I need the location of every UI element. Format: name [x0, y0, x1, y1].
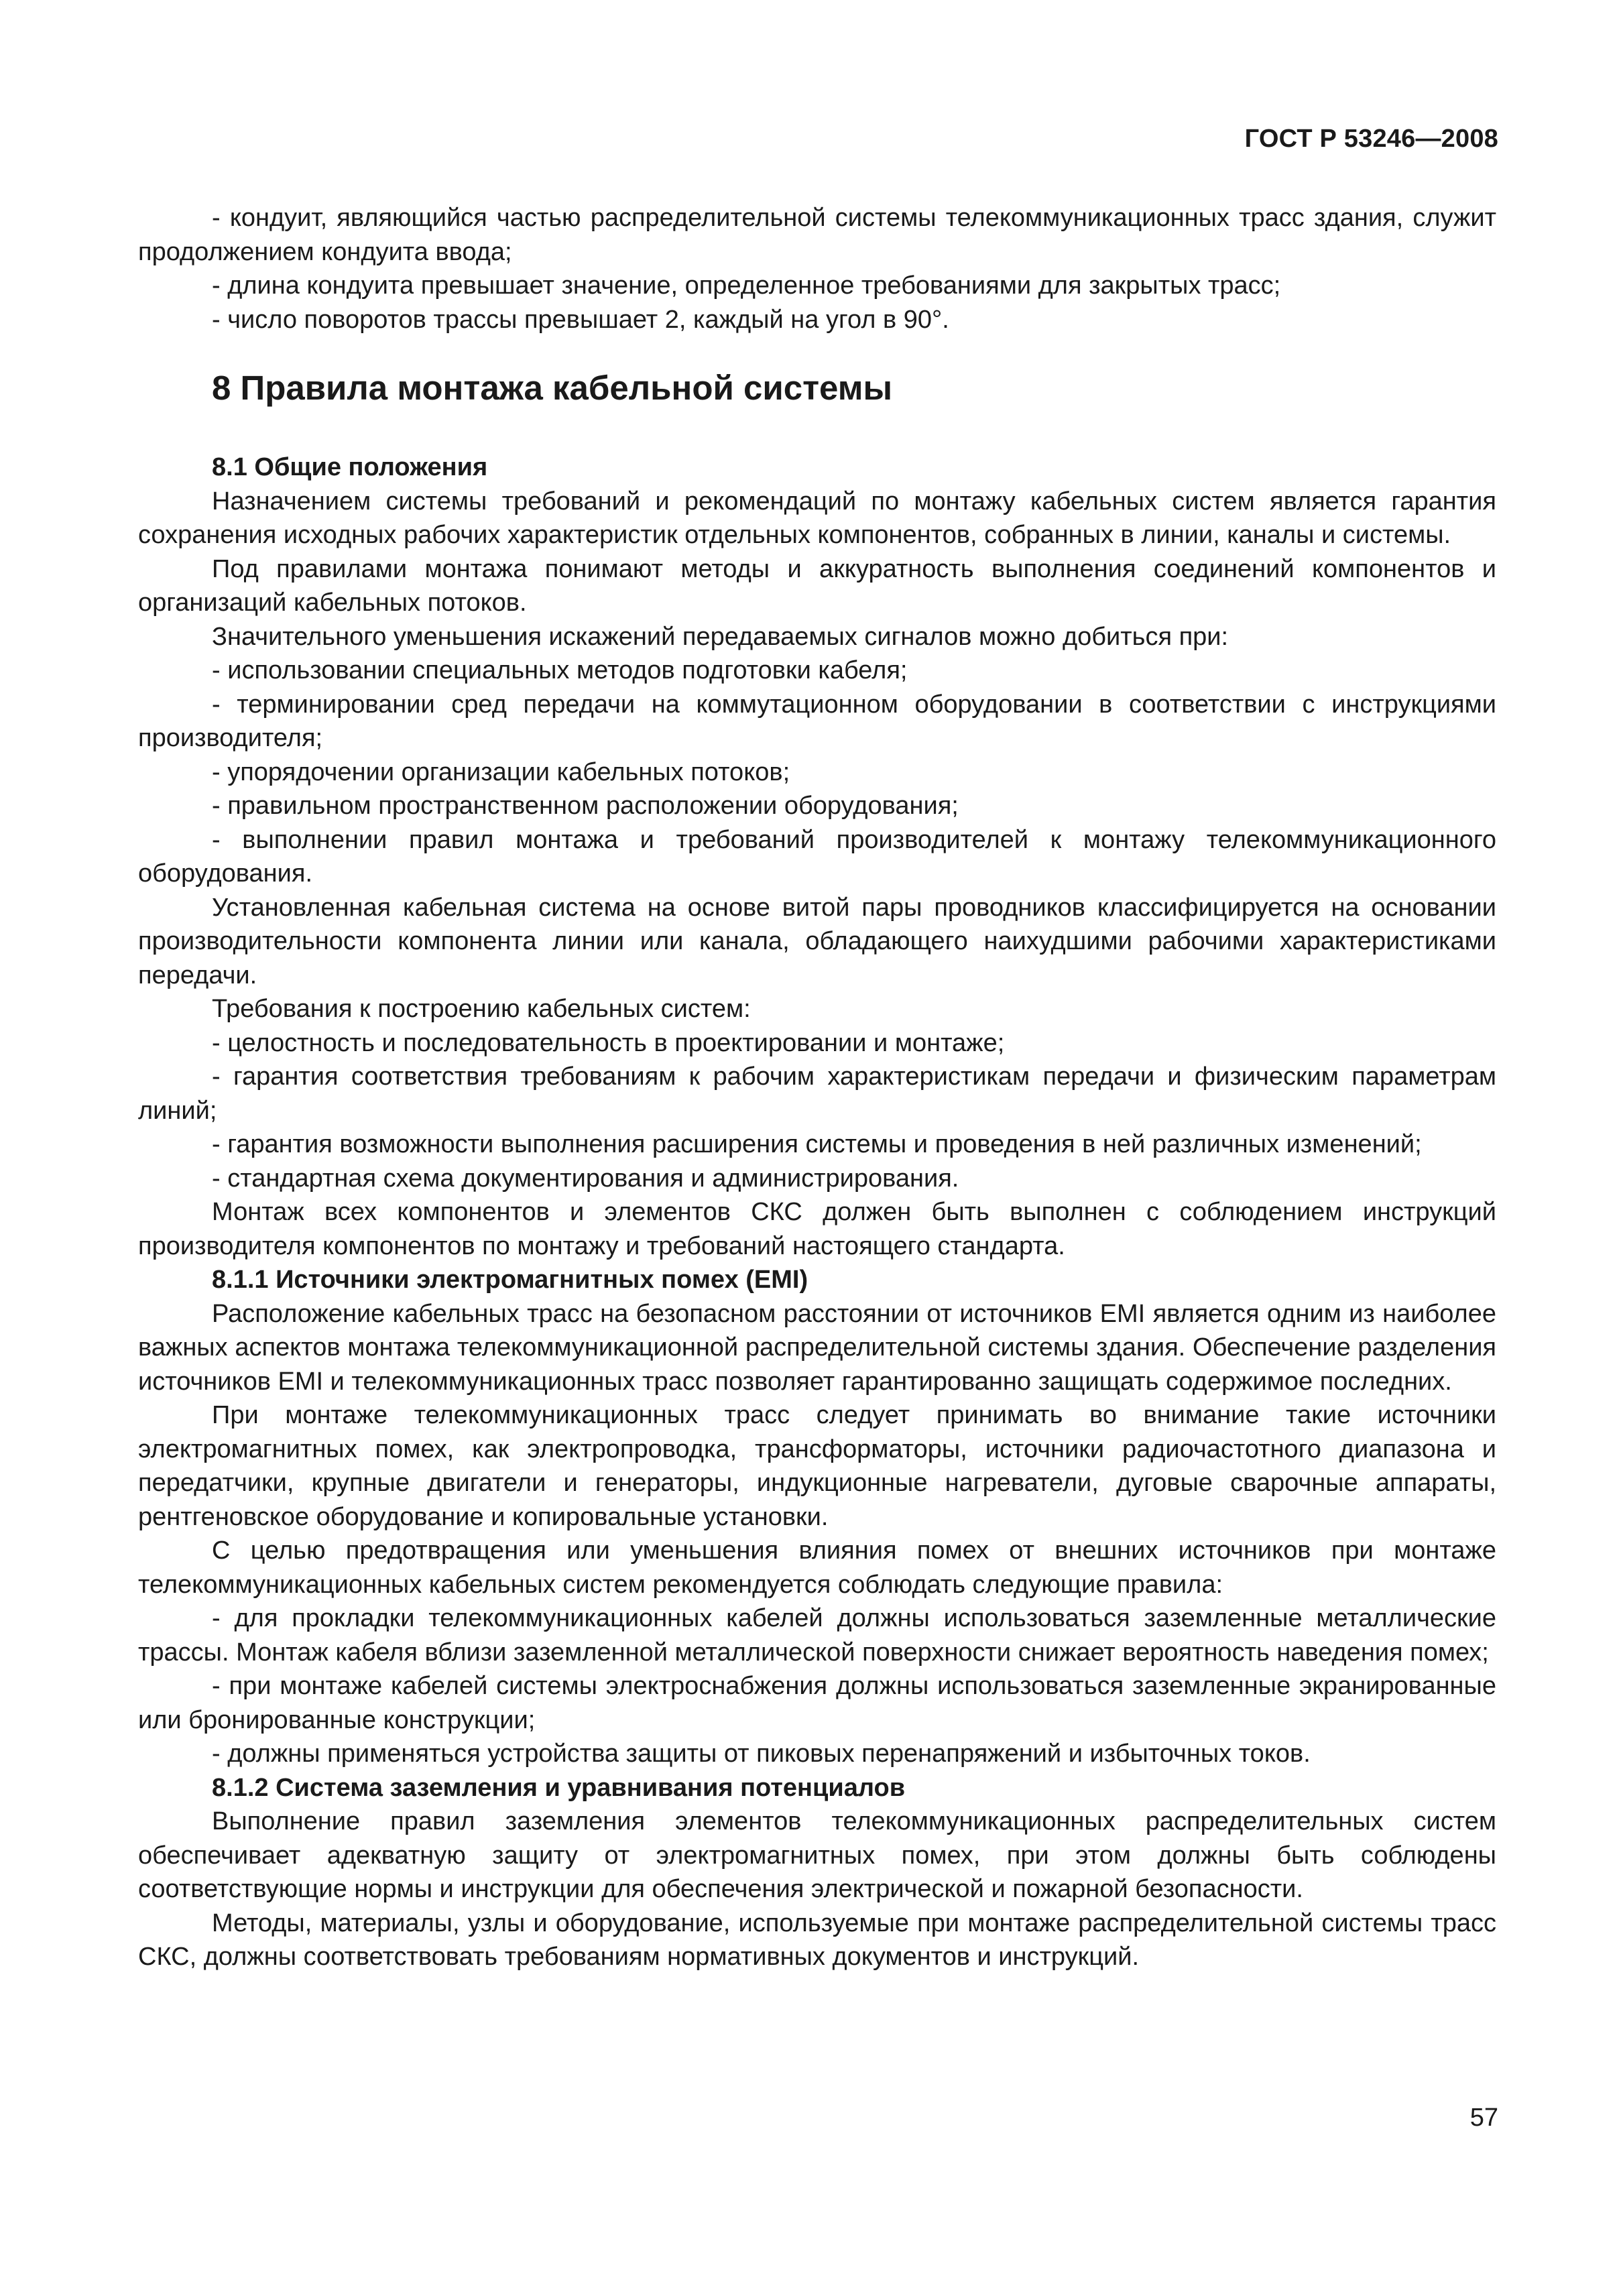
- list-item: - использовании специальных методов подготовки кабеля;: [212, 656, 908, 684]
- paragraph: Требования к построению кабельных систем:: [212, 995, 751, 1023]
- paragraph: С целью предотвращения или уменьшения влияния помех от внешних источников при монтаже телекоммуникационных кабельных систем рекомендуется соблюдать следующие правила:: [138, 1536, 1496, 1599]
- list-item: - для прокладки телекоммуникационных кабелей должны использоваться заземленные металлические трассы. Монтаж кабеля вблизи заземленной металлической поверхности снижает вероятность наведения помех;: [138, 1604, 1496, 1667]
- list-item: - правильном пространственном расположении оборудования;: [212, 792, 959, 820]
- paragraph: Назначением системы требований и рекомендаций по монтажу кабельных систем является гарантия сохранения исходных рабочих характеристик отдельных компонентов, собранных в линии, каналы и системы.: [138, 487, 1496, 549]
- list-item: - гарантия соответствия требованиям к рабочим характеристикам передачи и физическим параметрам линий;: [138, 1063, 1496, 1125]
- list-item: - стандартная схема документирования и администрирования.: [212, 1164, 959, 1193]
- subsection-heading: 8.1 Общие положения: [212, 453, 488, 481]
- list-item: - кондуит, являющийся частью распределительной системы телекоммуникационных трасс здания, служит продолжением кондуита ввода;: [138, 204, 1496, 266]
- subsection-heading: 8.1.2 Система заземления и уравнивания потенциалов: [212, 1773, 906, 1802]
- list-item: - должны применяться устройства защиты от пиковых перенапряжений и избыточных токов.: [212, 1740, 1311, 1768]
- list-item: - длина кондуита превышает значение, определенное требованиями для закрытых трасс;: [212, 271, 1281, 300]
- list-item: - выполнении правил монтажа и требований производителей к монтажу телекоммуникационного оборудования.: [138, 825, 1496, 888]
- paragraph: Расположение кабельных трасс на безопасном расстоянии от источников EMI является одним из наиболее важных аспектов монтажа телекоммуникационной распределительной системы здания. Обеспечение разделения источников EMI и телекоммуникационных трасс позволяет гарантированно защищать содержимое последних.: [138, 1299, 1496, 1396]
- page-content: [138, 201, 1496, 1974]
- paragraph: Под правилами монтажа понимают методы и аккуратность выполнения соединений компонентов и организаций кабельных потоков.: [138, 554, 1496, 617]
- section-heading: 8 Правила монтажа кабельной системы: [212, 369, 893, 407]
- paragraph: Монтаж всех компонентов и элементов СКС должен быть выполнен с соблюдением инструкций производителя компонентов по монтажу и требований настоящего стандарта.: [138, 1198, 1496, 1260]
- list-item: - гарантия возможности выполнения расширения системы и проведения в ней различных изменений;: [212, 1130, 1422, 1158]
- list-item: - число поворотов трассы превышает 2, каждый на угол в 90°.: [212, 305, 949, 334]
- document-code: ГОСТ Р 53246—2008: [1244, 125, 1498, 153]
- paragraph: Выполнение правил заземления элементов телекоммуникационных распределительных систем обеспечивает адекватную защиту от электромагнитных помех, при этом должны быть соблюдены соответствующие нормы и инструкции для обеспечения электрической и пожарной безопасности.: [138, 1807, 1496, 1903]
- paragraph: Методы, материалы, узлы и оборудование, используемые при монтаже распределительной системы трасс СКС, должны соответствовать требованиям нормативных документов и инструкций.: [138, 1909, 1496, 1971]
- list-item: - целостность и последовательность в проектировании и монтаже;: [212, 1028, 1005, 1057]
- page-number: 57: [1469, 2104, 1498, 2132]
- subsection-heading: 8.1.1 Источники электромагнитных помех (EMI): [212, 1266, 808, 1294]
- list-item: - терминировании сред передачи на коммутационном оборудовании в соответствии с инструкциями производителя;: [138, 690, 1496, 752]
- paragraph: При монтаже телекоммуникационных трасс следует принимать во внимание такие источники электромагнитных помех, как электропроводка, трансформаторы, источники радиочастотного диапазона и передатчики, крупные двигатели и генераторы, индукционные нагреватели, дуговые сварочные аппараты, рентгеновское оборудование и копировальные установки.: [138, 1401, 1496, 1531]
- paragraph: Значительного уменьшения искажений передаваемых сигналов можно добиться при:: [212, 622, 1229, 651]
- list-item: - упорядочении организации кабельных потоков;: [212, 758, 790, 786]
- list-item: - при монтаже кабелей системы электроснабжения должны использоваться заземленные экранированные или бронированные конструкции;: [138, 1672, 1496, 1734]
- paragraph: Установленная кабельная система на основе витой пары проводников классифицируется на основании производительности компонента линии или канала, обладающего наихудшими рабочими характеристиками передачи.: [138, 893, 1496, 989]
